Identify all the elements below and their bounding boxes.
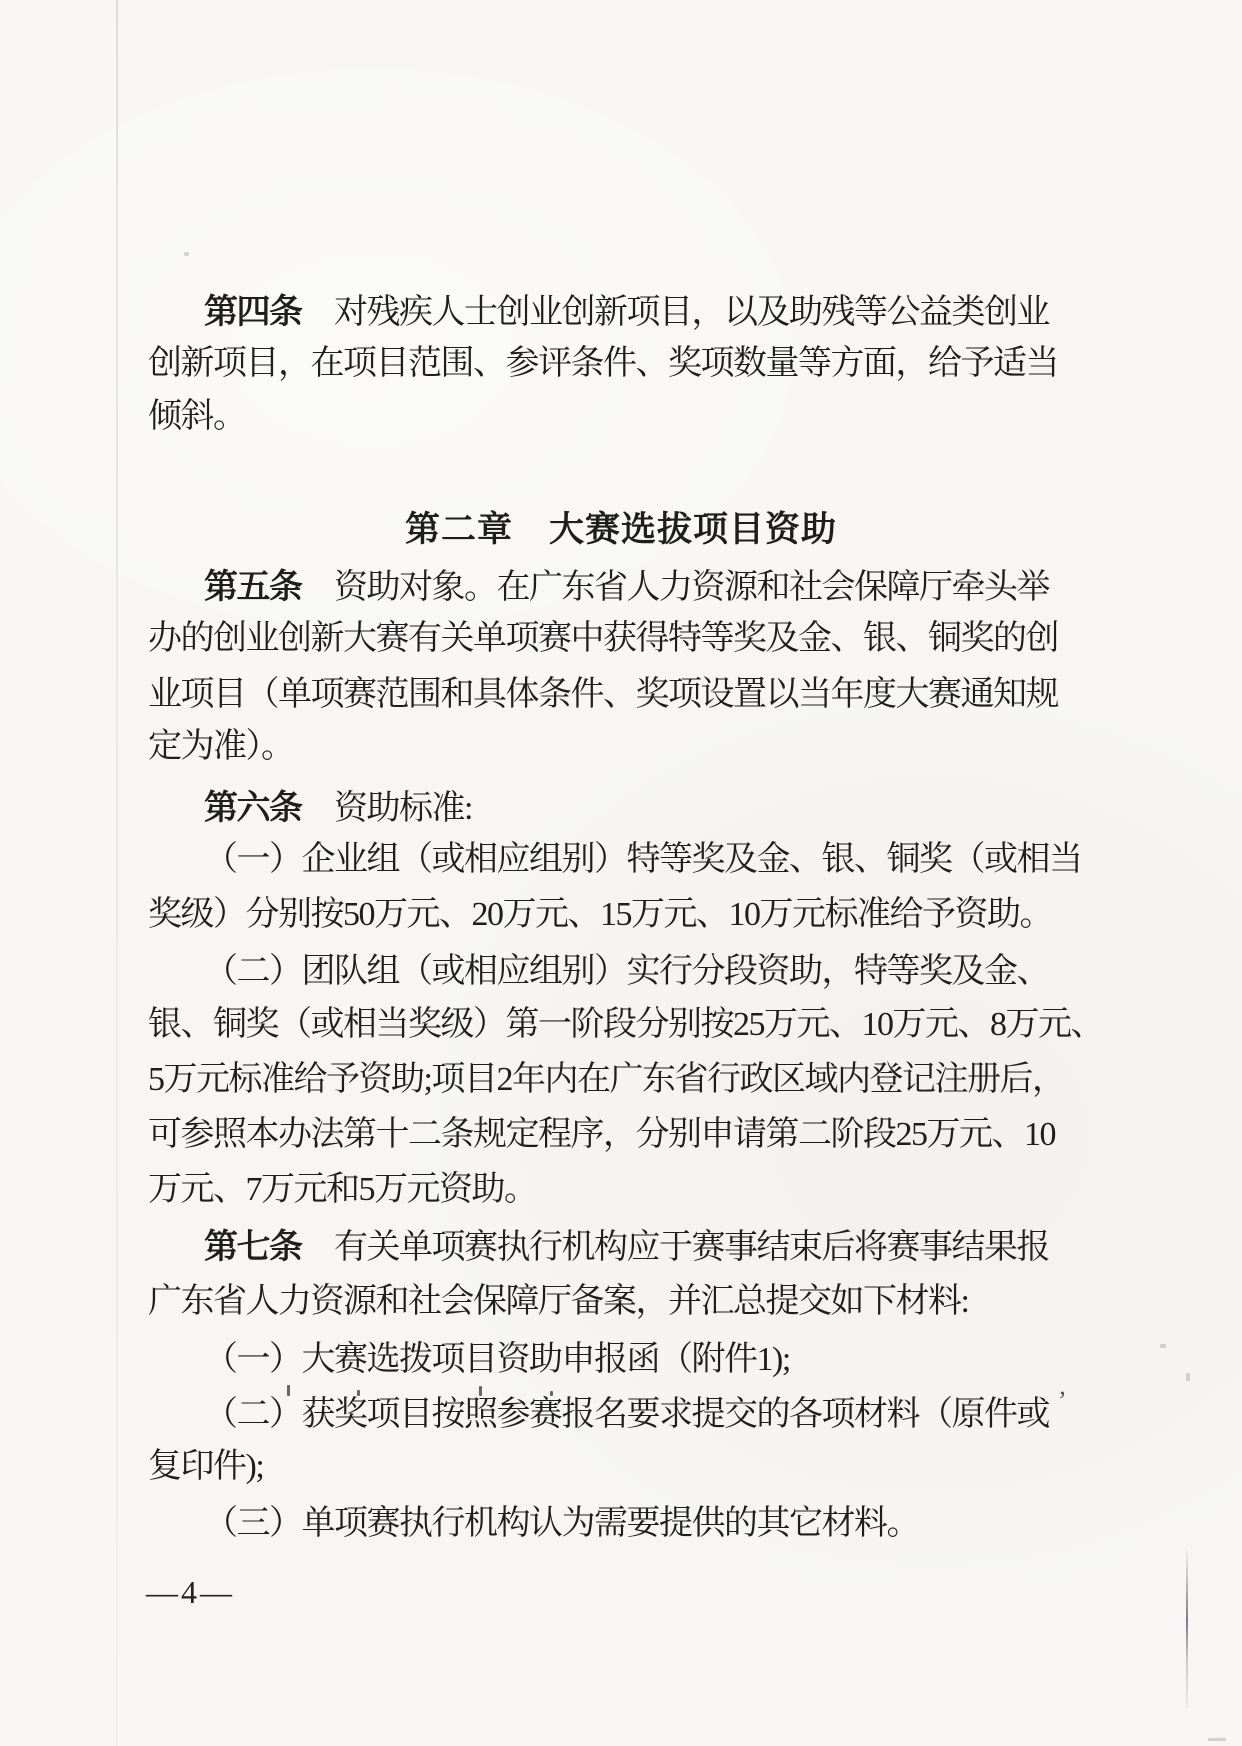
- text-segment: （一）大赛选拨项目资助申报函（附件1);: [204, 1341, 790, 1378]
- text-segment: （二）获奖项目按照参赛报名要求提交的各项材料（原件或: [204, 1396, 1049, 1433]
- scan-artifact-line-right: [1186, 1550, 1188, 1708]
- text-segment: 奖级）分别按50万元、20万元、15万元、10万元标准给予资助。: [148, 896, 1052, 933]
- article-number: 第四条: [204, 293, 302, 331]
- text-segment: 有关单项赛执行机构应于赛事结束后将赛事结果报: [301, 1229, 1049, 1266]
- text-line: [148, 725, 1083, 769]
- article-number: 第七条: [204, 1228, 302, 1266]
- text-segment: 业项目（单项赛范围和具体条件、奖项设置以当年度大赛通知规: [148, 676, 1058, 713]
- text-segment: （三）单项赛执行机构认为需要提供的其它材料。: [204, 1505, 919, 1542]
- text-line: [148, 1393, 1083, 1437]
- text-line: [148, 1338, 1083, 1382]
- article-number: 第六条: [204, 789, 302, 827]
- text-segment: 资助对象。在广东省人力资源和社会保障厅牵头举: [301, 569, 1049, 606]
- text-segment: 可参照本办法第十二条规定程序，分别申请第二阶段25万元、10: [148, 1116, 1055, 1153]
- text-line: [148, 1113, 1083, 1157]
- text-line: [148, 617, 1083, 661]
- article-number: 第五条: [204, 568, 302, 606]
- text-segment: 倾斜。: [148, 398, 246, 435]
- text-segment: 创新项目，在项目范围、参评条件、奖项数量等方面，给予适当: [148, 345, 1058, 382]
- text-line: [148, 565, 1083, 610]
- text-line: [148, 1058, 1083, 1102]
- scan-speck: [184, 252, 189, 256]
- text-line: [148, 290, 1083, 335]
- text-segment: 广东省人力资源和社会保障厅备案，并汇总提交如下材料:: [148, 1283, 969, 1320]
- text-line: [148, 342, 1083, 386]
- chapter-heading: [0, 508, 1242, 552]
- text-segment: 定为准）。: [148, 728, 294, 765]
- text-line: [148, 838, 1083, 882]
- text-line: [148, 395, 1083, 439]
- text-line: [148, 1168, 1083, 1212]
- text-segment: 万元、7万元和5万元资助。: [148, 1171, 537, 1208]
- text-segment: 办的创业创新大赛有关单项赛中获得特等奖及金、银、铜奖的创: [148, 620, 1058, 657]
- text-line: [148, 1280, 1083, 1324]
- text-segment: 复印件);: [148, 1448, 264, 1485]
- page-number: —4—: [146, 1574, 235, 1610]
- text-line: [148, 1445, 1083, 1489]
- text-line: [148, 1225, 1083, 1270]
- text-segment: 5万元标准给予资助;项目2年内在广东省行政区域内登记注册后，: [148, 1061, 1065, 1098]
- scan-speck: ’: [1058, 1386, 1067, 1415]
- text-line: [148, 950, 1083, 994]
- article-number: 第二章 大赛选拔项目资助: [404, 510, 837, 549]
- scan-speck: [1208, 1738, 1226, 1741]
- text-segment: 资助标准:: [301, 790, 472, 827]
- text-segment: 银、铜奖（或相当奖级）第一阶段分别按25万元、10万元、8万元、: [148, 1006, 1103, 1043]
- text-segment: （一）企业组（或相应组别）特等奖及金、银、铜奖（或相当: [204, 841, 1082, 878]
- text-line: [148, 673, 1083, 717]
- text-line: [148, 786, 1083, 831]
- scan-speck: [1186, 1373, 1190, 1381]
- scan-artifact-line-left: [116, 0, 118, 1746]
- text-line: [148, 1502, 1083, 1546]
- text-segment: （二）团队组（或相应组别）实行分段资助，特等奖及金、: [204, 953, 1049, 990]
- scan-speck: [1160, 1344, 1166, 1348]
- text-line: [148, 1003, 1103, 1047]
- text-line: [148, 893, 1083, 937]
- text-segment: 对残疾人士创业创新项目，以及助残等公益类创业: [301, 294, 1049, 331]
